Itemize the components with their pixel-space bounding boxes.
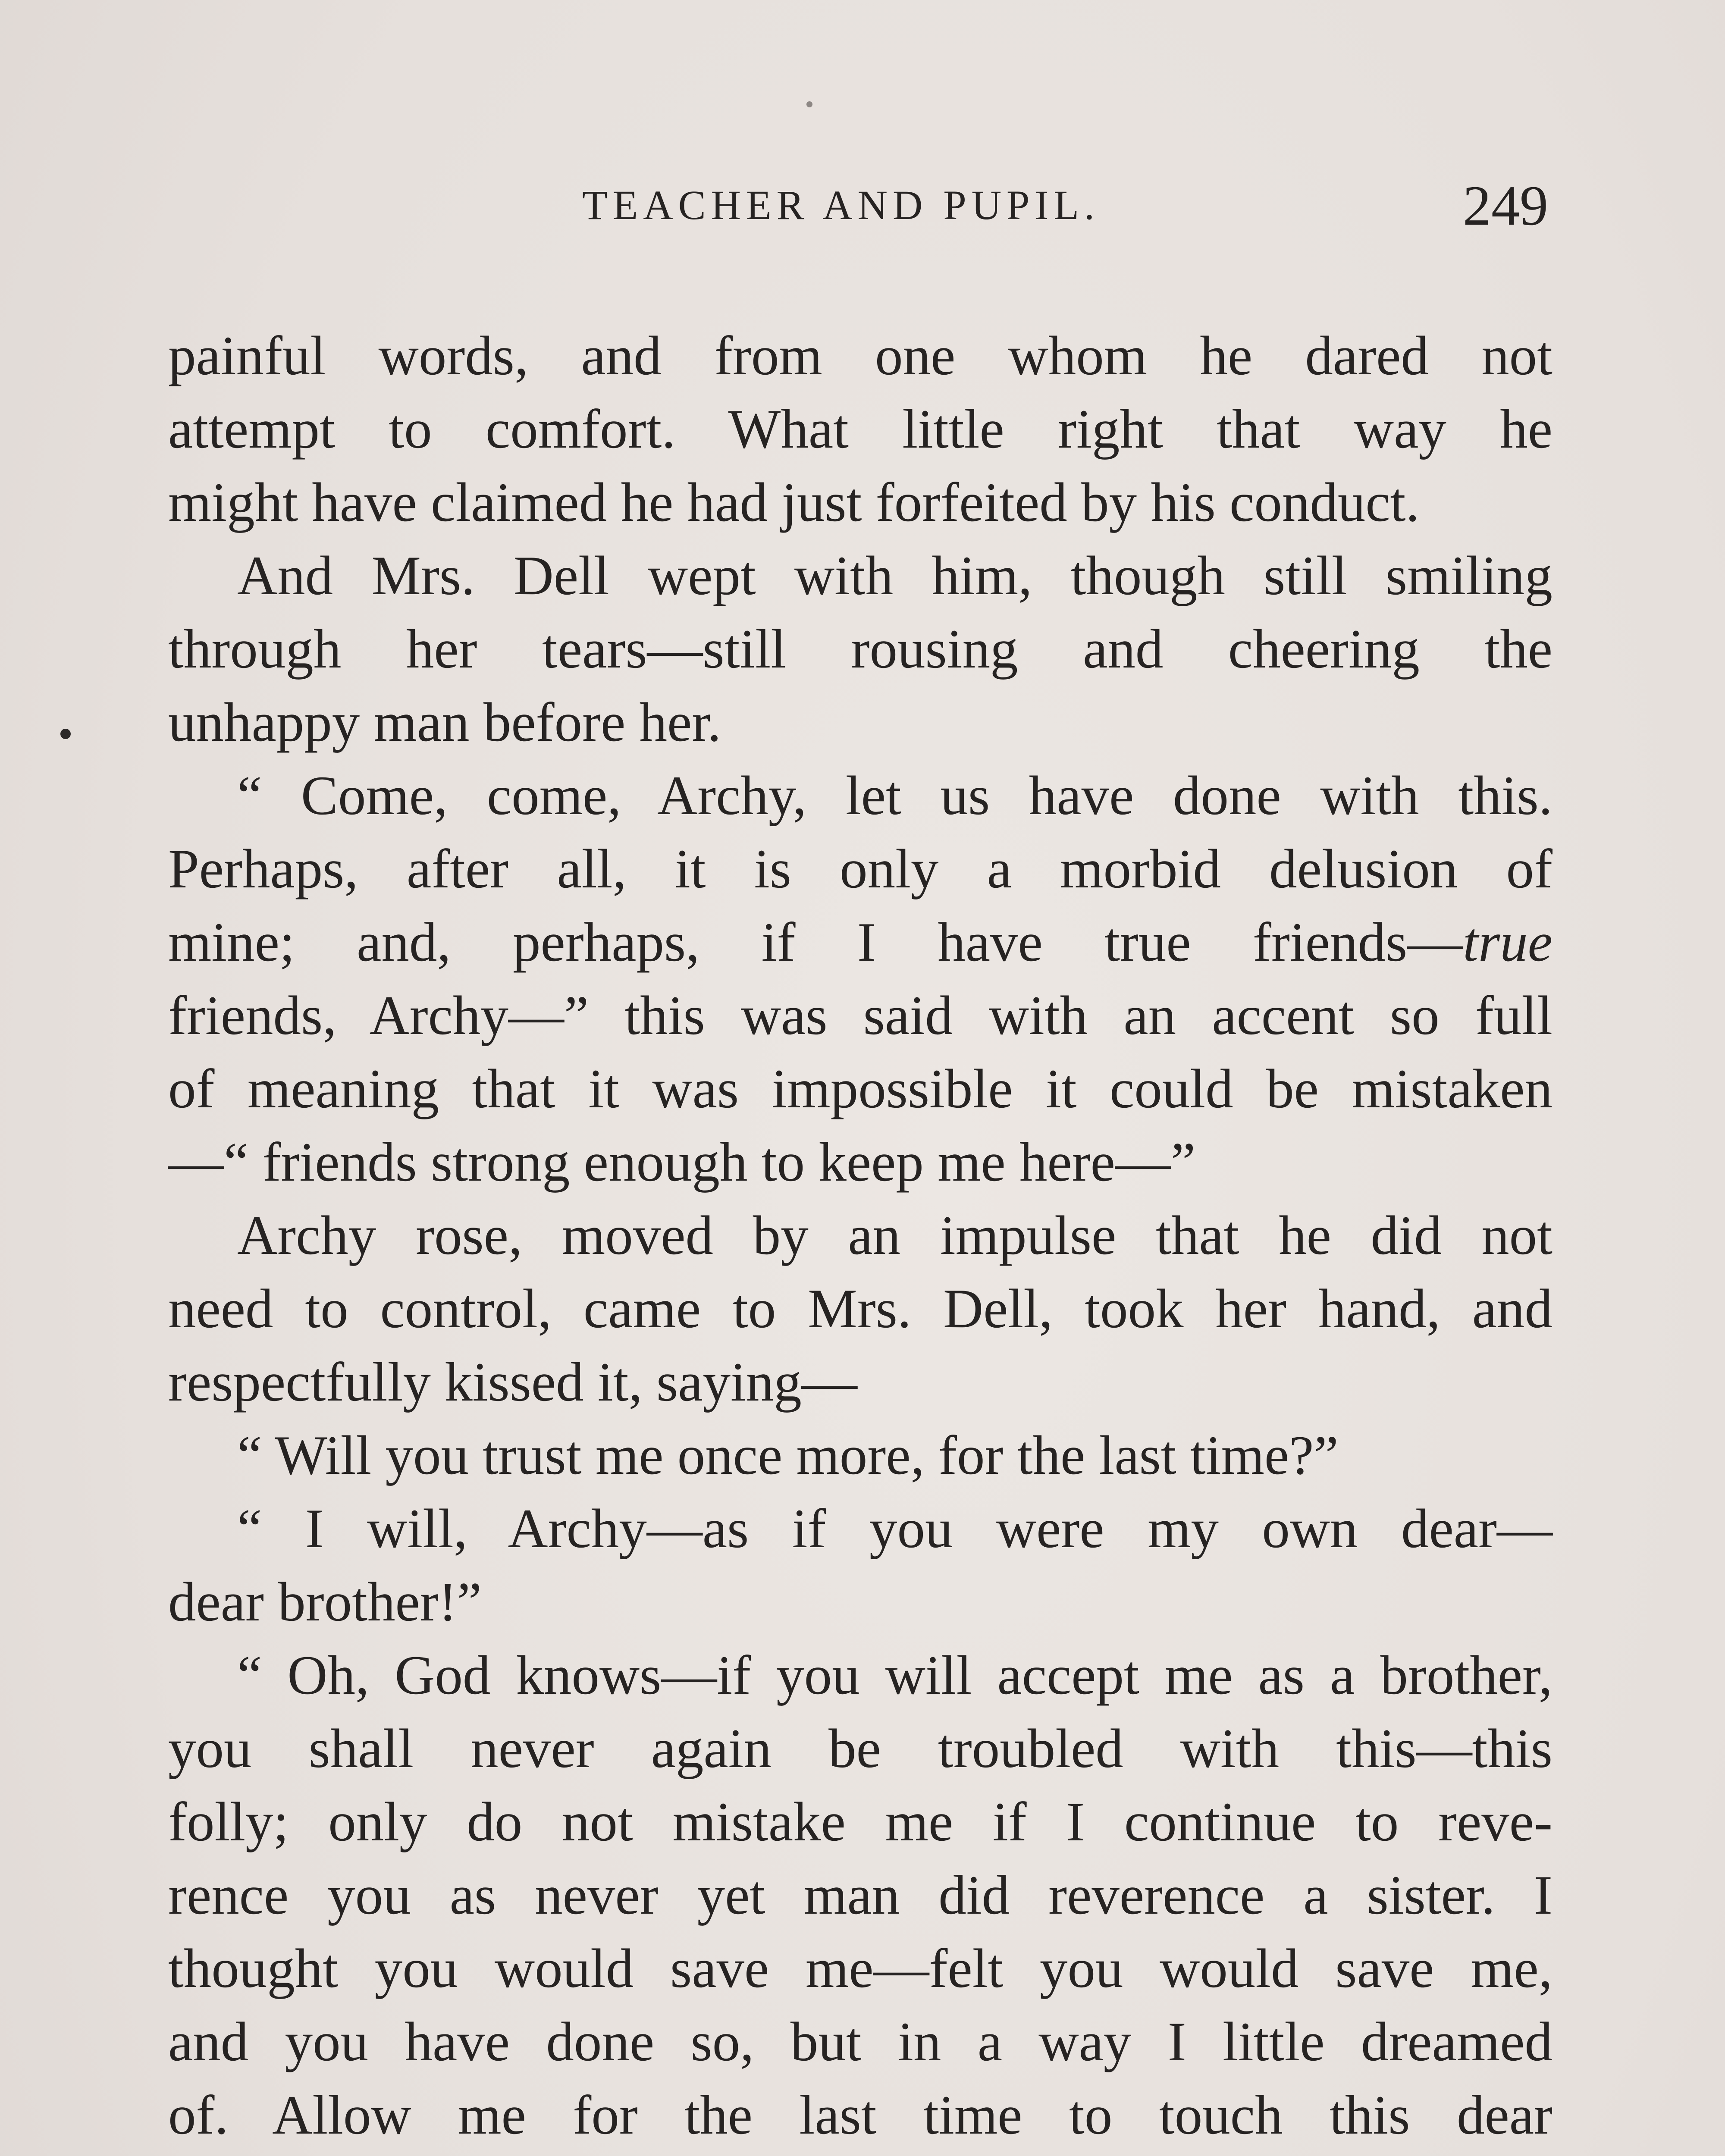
margin-speck: [806, 101, 812, 107]
text-line: thought you would save me—felt you would save me,: [168, 1937, 1552, 1999]
text-line: folly; only do not mistake me if I continue to reve-: [168, 1791, 1552, 1852]
text-line: attempt to comfort. What little right that way he: [168, 398, 1552, 460]
text-line: And Mrs. Dell wept with him, though still smiling: [237, 545, 1552, 606]
text-line: might have claimed he had just forfeited by his conduct.: [168, 471, 1420, 533]
paragraph: [168, 539, 1552, 759]
text-line: of meaning that it was impossible it could be mistaken: [168, 1058, 1552, 1119]
text-line: of. Allow me for the last time to touch this dear: [168, 2084, 1552, 2146]
text-line: respectfully kissed it, saying—: [168, 1351, 857, 1413]
text-line: friends, Archy—” this was said with an accent so full: [168, 984, 1552, 1046]
text-line: you shall never again be troubled with this—this: [168, 1717, 1552, 1779]
text-line: “ Oh, God knows—if you will accept me as a brother,: [237, 1644, 1552, 1706]
text-line: through her tears—still rousing and cheering the: [168, 618, 1552, 680]
paragraph: [168, 1199, 1552, 1419]
text-line: Archy rose, moved by an impulse that he did not: [237, 1204, 1552, 1266]
paragraph: [168, 1639, 1552, 2156]
paragraph: [168, 1419, 1552, 1492]
text-line: “ I will, Archy—as if you were my own dear—: [237, 1498, 1552, 1559]
body-text: [168, 319, 1552, 2156]
text-line: [168, 2152, 1552, 2156]
text-line: and you have done so, but in a way I little dreamed: [168, 2011, 1552, 2072]
paragraph: [168, 1492, 1552, 1639]
text-line: dear brother!”: [168, 1571, 482, 1633]
text-line: “ Will you trust me once more, for the last time?”: [237, 1424, 1339, 1486]
text-line: mine; and, perhaps, if I have true friends—true: [168, 911, 1552, 973]
text-line: rence you as never yet man did reverence a sister. I: [168, 1864, 1552, 1926]
margin-speck: [60, 729, 71, 739]
text-line: —“ friends strong enough to keep me here—”: [168, 1131, 1196, 1193]
running-head: TEACHER AND PUPIL.: [582, 182, 1100, 228]
text-line: painful words, and from one whom he dared not: [168, 325, 1552, 386]
paragraph: [168, 319, 1552, 539]
page-header: [168, 172, 1548, 237]
text-line: need to control, came to Mrs. Dell, took her hand, and: [168, 1278, 1552, 1339]
page-number: 249: [1463, 174, 1548, 237]
text-line: unhappy man before her.: [168, 691, 721, 753]
paragraph: [168, 759, 1552, 1199]
text-line: Perhaps, after all, it is only a morbid delusion of: [168, 838, 1552, 899]
text-line: “ Come, come, Archy, let us have done with this.: [237, 765, 1552, 826]
